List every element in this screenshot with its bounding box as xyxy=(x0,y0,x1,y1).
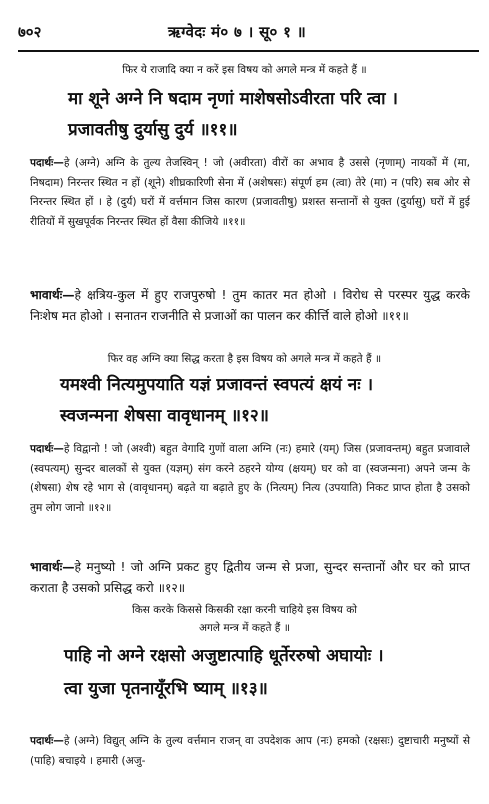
mantra-line: त्वा युजा पृतनायूँरभि ष्याम् ॥१३॥ xyxy=(64,679,268,699)
padartha-text: हे विद्वानो ! जो (अश्वी) बहुत वेगादि गुणों वाला अग्नि (नः) हमारे (यम्) जिस (प्रजावन्तम्) बहुत प्रजावाले (स्वपत्यम्) सुन्दर बालकों से युक्त (यज्ञम्) संग करने ठहरने योग्य (क्षयम्) घर को वा (स्वजन्मना) अपने जन्म के (शेषसा) शेष रहे भाग से (वावृधानम्) बढ़ते या बढ़ाते हुए के (नित्यम्) नित्य (उपयाति) निकट प्राप्त होता है उसको तुम लोग जानो ॥१२॥ xyxy=(30,443,470,514)
running-header xyxy=(18,22,479,46)
intro-text: किस करके किससे किसकी रक्षा करनी चाहिये इस विषय को xyxy=(132,604,357,616)
padartha-label: पदार्थः— xyxy=(30,157,64,169)
intro-text: फिर वह अग्नि क्या सिद्ध करता है इस विषय को अगले मन्त्र में कहते हैं ॥ xyxy=(107,353,382,365)
header-rule xyxy=(18,50,479,52)
bhavartha-paragraph xyxy=(30,285,470,327)
padartha-text: हे (अग्ने) अग्नि के तुल्य तेजस्विन् ! जो (अवीरता) वीरों का अभाव है उससे (नृणाम्) नायकों में (मा, निषदाम) निरन्तर स्थित न हों (शूने) शीघ्रकारिणी सेना में (अशेषसः) संपूर्ण हम (त्वा) तेरे (मा) न (परि) सब ओर से निरन्तर स्थित हों । हे (दुर्य) घरों में वर्त्तमान जिस कारण (प्रजावतीषु) प्रशस्त सन्तानों से युक्त (दुर्यासु) घरों में हुई रीतियों में सुखपूर्वक निरन्तर स्थित हों वैसा कीजिये ॥११॥ xyxy=(30,157,470,228)
mantra-line: पाहि नो अग्ने रक्षसो अजुष्टात्पाहि धूर्तेररुषो अघायोः । xyxy=(64,646,384,666)
mantra-line: मा शूने अग्ने नि षदाम नृणां माशेषसोऽवीरता परि त्वा । xyxy=(68,89,398,109)
padartha-text: हे (अग्ने) विद्युत् अग्नि के तुल्य वर्त्तमान राजन् वा उपदेशक आप (नः) हमको (रक्षसः) दुष्टाचारी मनुष्यों से (पाहि) बचाइये । हमारी (अजु- xyxy=(30,735,470,767)
padartha-paragraph xyxy=(30,154,470,232)
padartha-label: पदार्थः— xyxy=(30,443,64,455)
intro-text: फिर ये राजादि क्या न करें इस विषय को अगले मन्त्र में कहते हैं ॥ xyxy=(122,64,367,76)
mantra-line: यमश्वी नित्यमुपयाति यज्ञं प्रजावन्तं स्वपत्यं क्षयं नः । xyxy=(60,375,374,395)
bhavartha-label: भावार्थः— xyxy=(30,560,75,574)
bhavartha-label: भावार्थः— xyxy=(30,288,75,302)
mantra-line: प्रजावतीषु दुर्यासु दुर्य ॥११॥ xyxy=(68,120,238,140)
page-number: ७०२ xyxy=(18,23,42,41)
intro-text: अगले मन्त्र में कहते हैं ॥ xyxy=(199,622,290,634)
padartha-paragraph xyxy=(30,440,470,518)
mantra-line: स्वजन्मना शेषसा वावृधानम् ॥१२॥ xyxy=(60,406,269,426)
bhavartha-text: हे क्षत्रिय-कुल में हुए राजपुरुषो ! तुम कातर मत होओ । विरोध से परस्पर युद्ध करके निःशेष मत होओ । सनातन राजनीति से प्रजाओं का पालन कर कीर्त्ति वाले होओ ॥११॥ xyxy=(30,288,470,323)
padartha-label: पदार्थः— xyxy=(30,735,64,747)
padartha-paragraph xyxy=(30,732,470,771)
running-title: ऋग्वेदः मं० ७ । सू० १ ॥ xyxy=(168,23,307,41)
bhavartha-paragraph xyxy=(30,557,470,599)
bhavartha-text: हे मनुष्यो ! जो अग्नि प्रकट हुए द्वितीय जन्म से प्रजा, सुन्दर सन्तानों और घर को प्राप्त कराता है उसको प्रसिद्ध करो ॥१२॥ xyxy=(30,560,470,595)
